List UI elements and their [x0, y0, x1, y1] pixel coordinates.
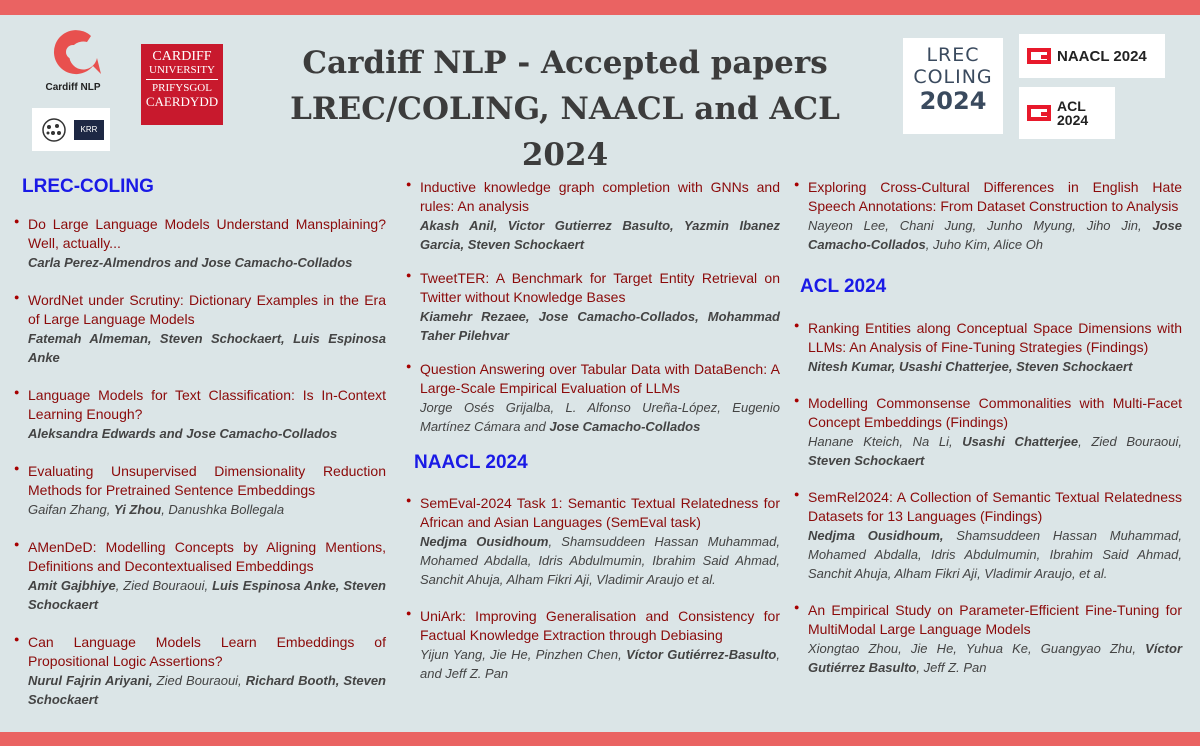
acl-logo [1019, 87, 1115, 139]
paper-authors [808, 639, 1182, 677]
column-1 [14, 168, 386, 709]
cardiff-nlp-logo [37, 22, 109, 102]
paper-list-lrec [14, 215, 386, 709]
paper-authors [420, 307, 780, 345]
paper-title: ● Question Answering over Tabular Data with DataBench: A Large-Scale Empirical Evaluation of LLMs [420, 361, 780, 396]
lrec-line-1: LREC [926, 44, 980, 66]
author-cardiff: Carla Perez-Almendros and Jose Camacho-Collados [28, 255, 353, 270]
paper-list-acl [794, 319, 1182, 677]
paper-item [406, 360, 780, 436]
paper-authors [808, 432, 1182, 470]
author-cardiff: Richard Booth, Steven Schockaert [28, 673, 386, 707]
author-cardiff: Aleksandra Edwards and Jose Camacho-Collados [28, 426, 338, 441]
author-cardiff: Akash Anil, Victor Gutierrez Basulto, Yazmin Ibanez Garcia, Steven Schockaert [420, 218, 780, 252]
paper-authors [28, 253, 386, 272]
paper-title: ● TweetTER: A Benchmark for Target Entity Retrieval on Twitter without Knowledge Bases [420, 270, 780, 305]
paper-authors [808, 216, 1182, 254]
author-external: , Jeff Z. Pan [916, 660, 987, 675]
author-cardiff: Nedjma Ousidhoum [420, 534, 549, 549]
paper-title: ● Inductive knowledge graph completion with GNNs and rules: An analysis [420, 179, 780, 214]
acl-mark-icon [1027, 48, 1051, 64]
author-cardiff: Steven Schockaert [808, 453, 925, 468]
naacl-logo [1019, 34, 1165, 78]
bottom-accent-bar [0, 732, 1200, 746]
author-external: Jorge Osés Grijalba, L. Alfonso Ureña-López, Eugenio Martínez Cámara and [420, 400, 780, 434]
author-external: Hanane Kteich, Na Li, [808, 434, 963, 449]
author-external: Nayeon Lee, Chani Jung, Junho Myung, Jiho Jin, [808, 218, 1153, 233]
cu-line-2: UNIVERSITY [146, 65, 218, 81]
author-cardiff: Amit Gajbhiye [28, 578, 116, 593]
paper-title: ● AMenDeD: Modelling Concepts by Aligning Mentions, Definitions and Decontextualised Embeddings [28, 539, 386, 574]
acl-mark-icon [1027, 105, 1051, 121]
naacl-logo-text: NAACL 2024 [1057, 47, 1147, 65]
paper-authors [808, 357, 1182, 376]
paper-title: ● An Empirical Study on Parameter-Efficient Fine-Tuning for MultiModal Large Language Models [808, 602, 1182, 637]
author-external: , Zied Bouraoui, [1078, 434, 1183, 449]
paper-authors [28, 576, 386, 614]
author-external: Yijun Yang, Jie He, Pinzhen Chen, [420, 647, 627, 662]
author-cardiff: Fatemah Almeman, Steven Schockaert, Luis Espinosa Anke [28, 331, 386, 365]
cardiff-university-logo [141, 44, 223, 125]
author-cardiff: Usashi Chatterjee [962, 434, 1079, 449]
author-external: Zied Bouraoui, [152, 673, 246, 688]
paper-title: ● Evaluating Unsupervised Dimensionality Reduction Methods for Pretrained Sentence Embeddings [28, 463, 386, 498]
lrec-line-3: 2024 [919, 87, 987, 115]
paper-title: ● Modelling Commonsense Commonalities with Multi-Facet Concept Embeddings (Findings) [808, 395, 1182, 430]
author-cardiff: Víctor Gutiérrez Basulto [808, 641, 1182, 675]
paper-item [794, 319, 1182, 376]
paper-authors [28, 424, 386, 443]
section-heading-lrec-coling: LREC-COLING [22, 176, 154, 197]
author-external: , Shamsuddeen Hassan Muhammad, Mohamed Abdalla, Idris Abdulmumin, Ibrahim Said Ahmad, Sanchit Ahuja, Alham Fikri Aji, Vladimir Araujo et al. [420, 534, 780, 587]
paper-list-naacl [406, 494, 780, 683]
author-cardiff: Nitesh Kumar, Usashi Chatterjee, Steven Schockaert [808, 359, 1133, 374]
paper-item [794, 394, 1182, 470]
network-icon [38, 117, 70, 143]
acl-logo-text: ACL 2024 [1057, 98, 1089, 128]
page-title [250, 40, 880, 178]
paper-item [14, 215, 386, 272]
cardiff-nlp-label: Cardiff NLP [45, 82, 101, 93]
paper-item [406, 178, 780, 254]
paper-authors [28, 500, 386, 519]
author-external: Gaifan Zhang, [28, 502, 114, 517]
cu-line-1: CARDIFF [152, 49, 212, 64]
paper-item [14, 633, 386, 709]
paper-authors [420, 532, 780, 589]
paper-item [406, 494, 780, 589]
paper-authors [28, 671, 386, 709]
paper-authors [420, 398, 780, 436]
column-3 [794, 168, 1182, 677]
author-cardiff: Yi Zhou [114, 502, 162, 517]
author-cardiff: Kiamehr Rezaee, Jose Camacho-Collados, Mohammad Taher Pilehvar [420, 309, 780, 343]
cu-line-3: PRIFYSGOL [152, 82, 212, 95]
paper-item [14, 538, 386, 614]
author-cardiff: Víctor Gutiérrez-Basulto [626, 647, 777, 662]
paper-title: ● SemEval-2024 Task 1: Semantic Textual Relatedness for African and Asian Languages (SemEval task) [420, 495, 780, 530]
section-heading-naacl: NAACL 2024 [414, 452, 528, 473]
author-external: , and Jeff Z. Pan [420, 647, 780, 681]
author-external: , Danushka Bollegala [161, 502, 285, 517]
author-external: Shamsuddeen Hassan Muhammad, Mohamed Abdalla, Idris Abdulmumin, Ibrahim Said Ahmad, Sanchit Ahuja, Alham Fikri Aji, Vladimir Araujo, et al. [808, 528, 1182, 581]
paper-title: ● Language Models for Text Classification: Is In-Context Learning Enough? [28, 387, 386, 422]
top-accent-bar [0, 0, 1200, 15]
paper-title: ● SemRel2024: A Collection of Semantic Textual Relatedness Datasets for 13 Languages (Findings) [808, 489, 1182, 524]
paper-title: ● UniArk: Improving Generalisation and Consistency for Factual Knowledge Extraction through Debiasing [420, 608, 780, 643]
author-cardiff: Jose Camacho-Collados [549, 419, 701, 434]
section-heading-acl: ACL 2024 [800, 276, 887, 297]
paper-authors [420, 216, 780, 254]
paper-item [794, 178, 1182, 254]
lrec-coling-logo [903, 38, 1003, 134]
author-external: , Juho Kim, Alice Oh [925, 237, 1044, 252]
author-cardiff: Jose Camacho-Collados [808, 218, 1182, 252]
krr-logo [32, 108, 110, 151]
paper-item [794, 601, 1182, 677]
paper-authors [420, 645, 780, 683]
column-2 [406, 168, 780, 683]
paper-item [406, 607, 780, 683]
title-line-1: Cardiff NLP - Accepted papers [302, 45, 828, 81]
krr-badge: KRR [74, 120, 104, 140]
paper-item [14, 386, 386, 443]
paper-item [406, 269, 780, 345]
paper-list-naacl-continued [794, 178, 1182, 254]
paper-list-lrec-continued [406, 178, 780, 436]
author-external: , Zied Bouraoui, [115, 578, 213, 593]
author-cardiff: Nurul Fajrin Ariyani, [28, 673, 153, 688]
author-cardiff: Nedjma Ousidhoum, [808, 528, 944, 543]
author-cardiff: Luis Espinosa Anke, Steven Schockaert [28, 578, 386, 612]
paper-authors [808, 526, 1182, 583]
paper-item [14, 291, 386, 367]
paper-title: ● Ranking Entities along Conceptual Space Dimensions with LLMs: An Analysis of Fine-Tuning Strategies (Findings) [808, 320, 1182, 355]
paper-title: ● WordNet under Scrutiny: Dictionary Examples in the Era of Large Language Models [28, 292, 386, 327]
paper-title: ● Do Large Language Models Understand Mansplaining? Well, actually... [28, 216, 386, 251]
paper-title: ● Exploring Cross-Cultural Differences in English Hate Speech Annotations: From Dataset Construction to Analysis [808, 179, 1182, 214]
paper-title: ● Can Language Models Learn Embeddings of Propositional Logic Assertions? [28, 634, 386, 669]
author-external: Xiongtao Zhou, Jie He, Yuhua Ke, Guangyao Zhu, [808, 641, 1146, 656]
cardiff-nlp-mark-icon [43, 22, 103, 82]
lrec-line-2: COLING [913, 66, 993, 88]
paper-item [14, 462, 386, 519]
paper-authors [28, 329, 386, 367]
title-line-2: LREC/COLING, NAACL and ACL 2024 [290, 91, 840, 173]
cu-line-4: CAERDYDD [145, 93, 219, 109]
paper-item [794, 488, 1182, 583]
